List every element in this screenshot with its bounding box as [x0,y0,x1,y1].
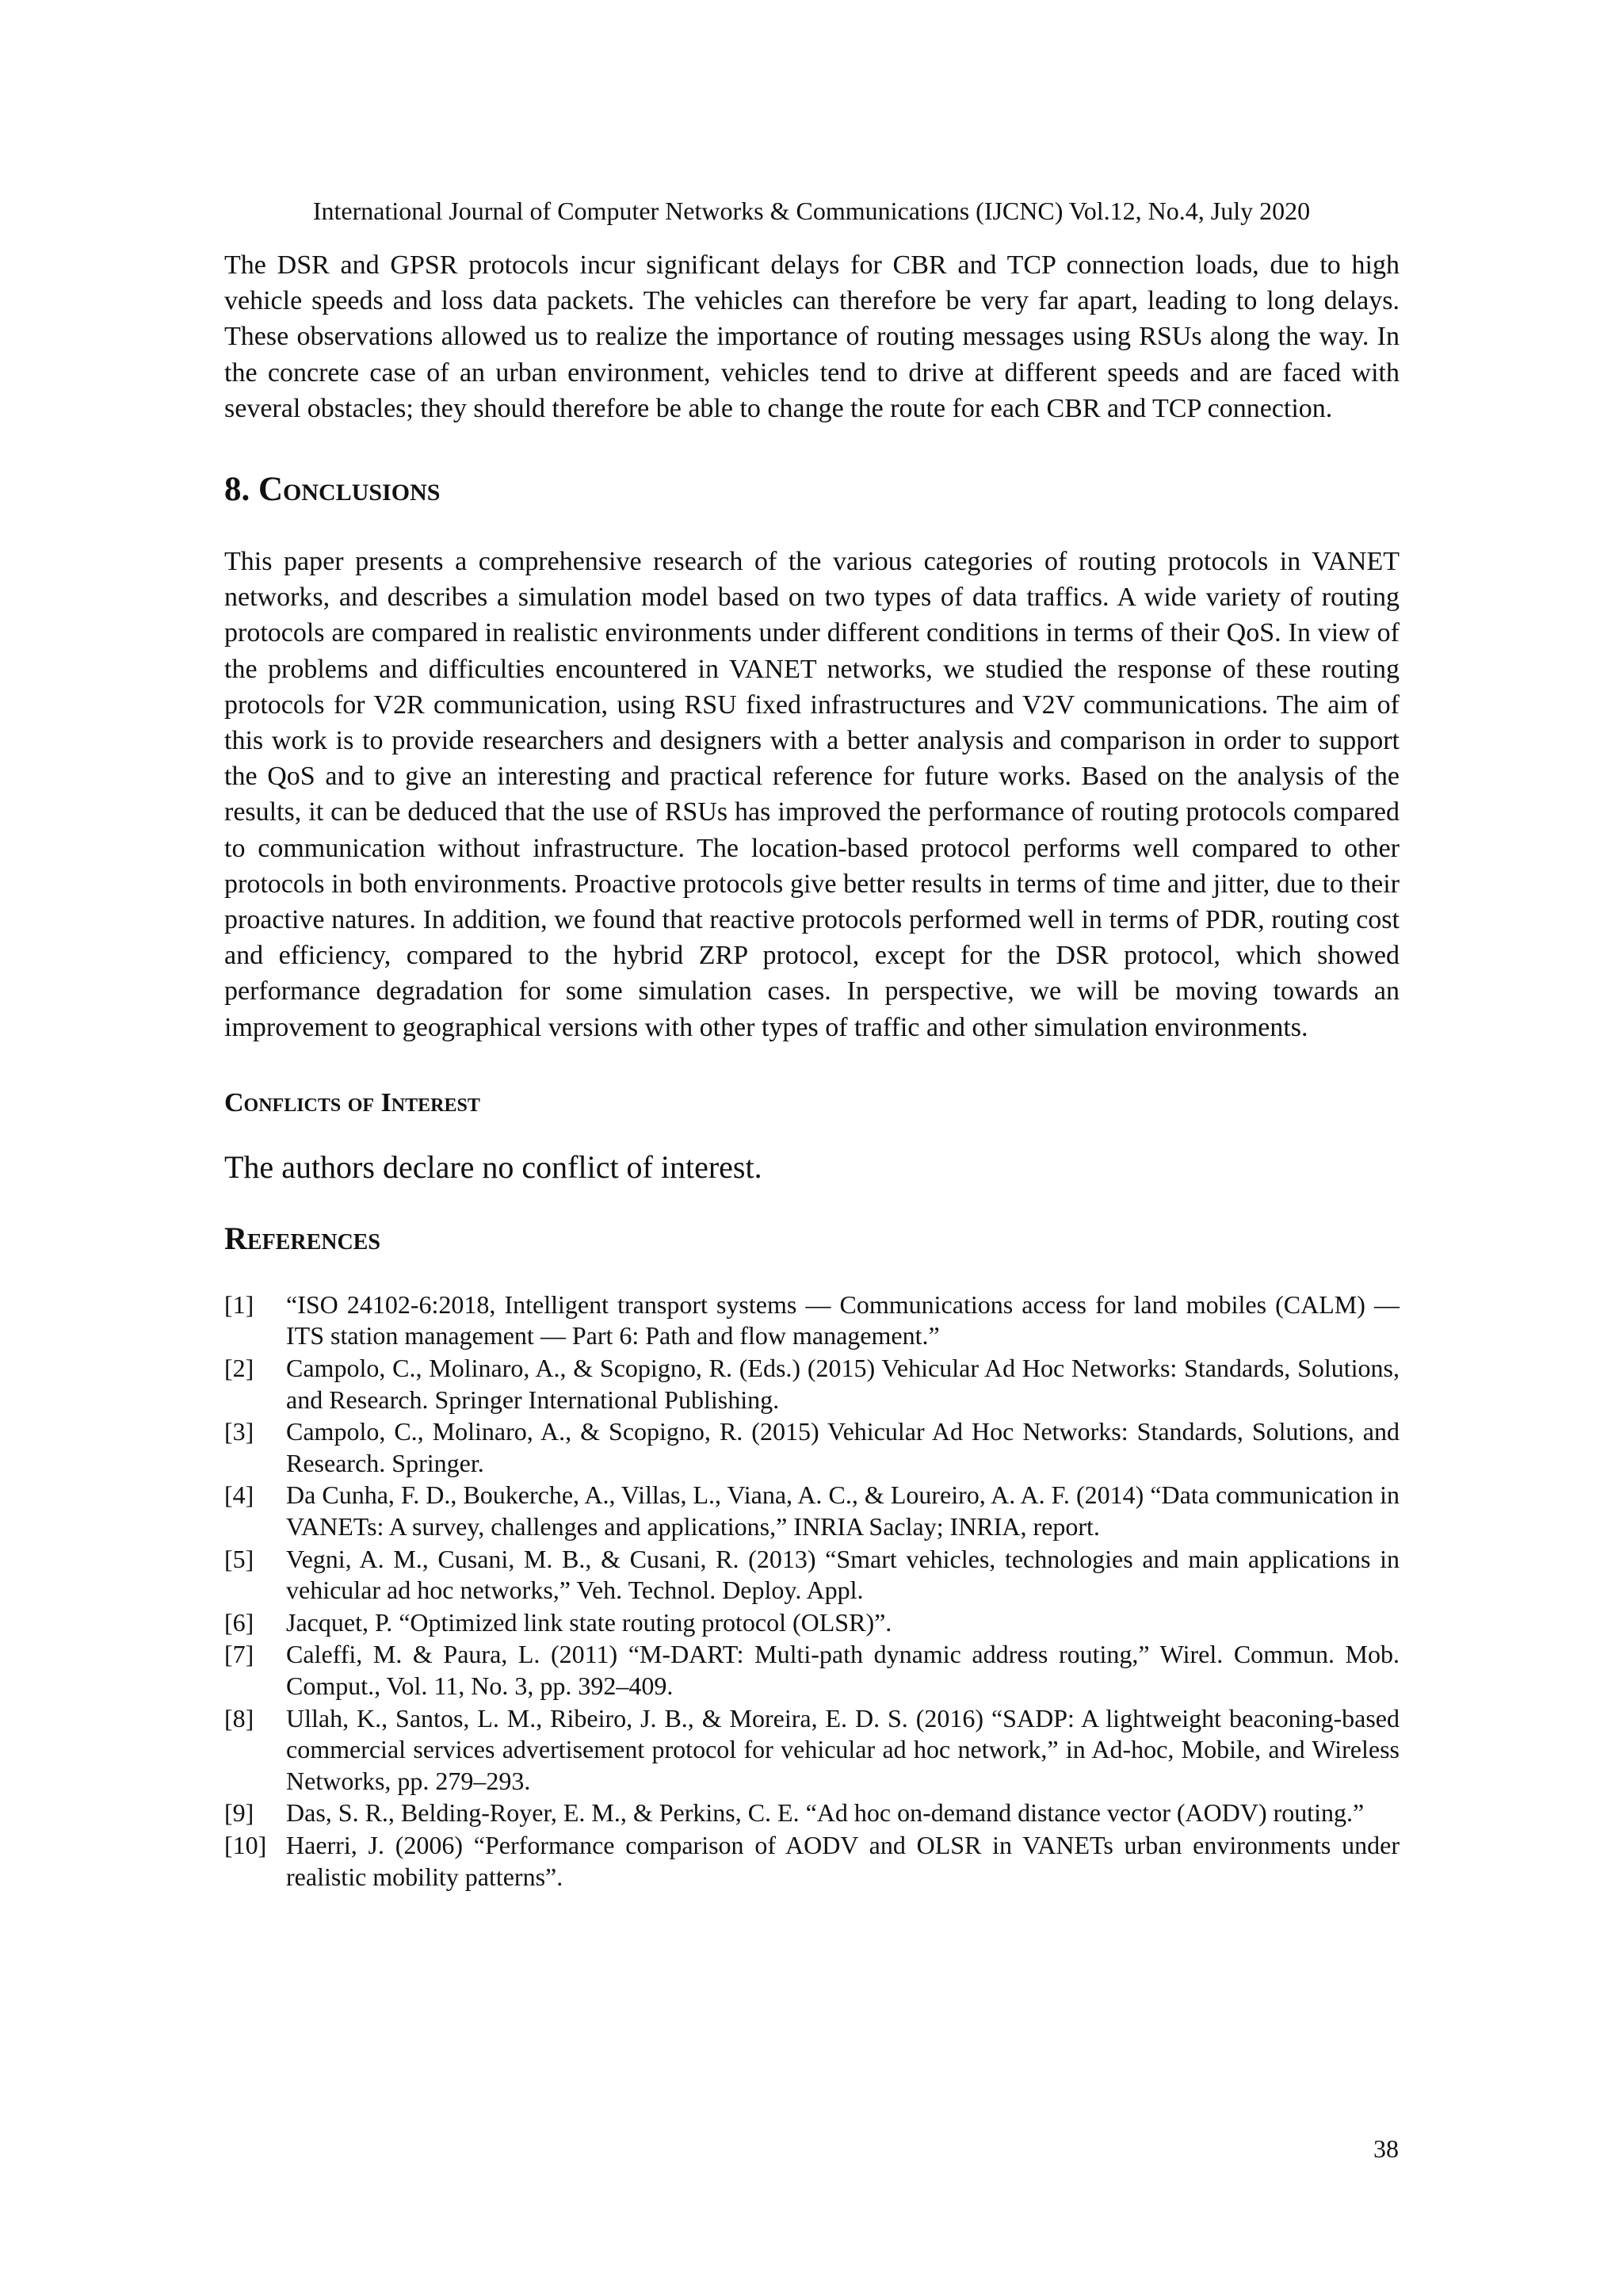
reference-text: “ISO 24102-6:2018, Intelligent transport systems — Communications access for land mobiles (CALM) — ITS station management — Part 6: Path and flow management.” [286,1289,1400,1350]
conflicts-heading: Conflicts of Interest [224,1087,480,1117]
reference-number: [7] [224,1640,254,1669]
reference-item [224,1830,1400,1893]
reference-item [224,1607,1400,1639]
reference-item [224,1639,1400,1702]
reference-number: [9] [224,1798,254,1828]
reference-item [224,1797,1400,1829]
reference-item [224,1544,1400,1606]
reference-item [224,1480,1400,1542]
reference-item [224,1353,1400,1415]
conclusions-paragraph: This paper presents a comprehensive research of the various categories of routing protocols in VANET networks, and describes a simulation model based on two types of data traffics. A wide variety of routing protocols are compared in realistic environments under different conditions in terms of their QoS. In view of the problems and difficulties encountered in VANET networks, we studied the response of these routing protocols for V2R communication, using RSU fixed infrastructures and V2V communications. The aim of this work is to provide researchers and designers with a better analysis and comparison in order to support the QoS and to give an interesting and practical reference for future works. Based on the analysis of the results, it can be deduced that the use of RSUs has improved the performance of routing protocols compared to communication without infrastructure. The location-based protocol performs well compared to other protocols in both environments. Proactive protocols give better results in terms of time and jitter, due to their proactive natures. In addition, we found that reactive protocols performed well in terms of PDR, routing cost and efficiency, compared to the hybrid ZRP protocol, except for the DSR protocol, which showed performance degradation for some simulation cases. In perspective, we will be moving towards an improvement to geographical versions with other types of traffic and other simulation environments. [224,547,1400,1042]
reference-number: [4] [224,1480,254,1510]
references-heading: References [224,1220,380,1256]
reference-text: Da Cunha, F. D., Boukerche, A., Villas, L., Viana, A. C., & Loureiro, A. A. F. (2014) “Data communication in VANETs: A survey, challenges and applications,” INRIA Saclay; INRIA, report. [286,1480,1400,1541]
reference-item [224,1416,1400,1479]
reference-number: [10] [224,1830,267,1859]
reference-text: Haerri, J. (2006) “Performance comparison of AODV and OLSR in VANETs urban environments under realistic mobility patterns”. [286,1830,1400,1891]
reference-item [224,1703,1400,1797]
reference-number: [8] [224,1703,254,1733]
reference-text: Caleffi, M. & Paura, L. (2011) “M-DART: Multi-path dynamic address routing,” Wirel. Commun. Mob. Comput., Vol. 11, No. 3, pp. 392–409. [286,1640,1400,1700]
reference-text: Campolo, C., Molinaro, A., & Scopigno, R. (2015) Vehicular Ad Hoc Networks: Standards, Solutions, and Research. Springer. [286,1417,1400,1477]
reference-number: [3] [224,1417,254,1446]
reference-number: [2] [224,1354,254,1383]
reference-list [224,1289,1400,1893]
page-content [224,247,1400,1893]
reference-text: Vegni, A. M., Cusani, M. B., & Cusani, R. (2013) “Smart vehicles, technologies and main applications in vehicular ad hoc networks,” Veh. Technol. Deploy. Appl. [286,1544,1400,1605]
reference-number: [6] [224,1607,254,1637]
reference-number: [5] [224,1544,254,1573]
running-header: International Journal of Computer Networks & Communications (IJCNC) Vol.12, No.4, July 2020 [312,197,1311,225]
page-number: 38 [1373,2134,1399,2163]
reference-text: Ullah, K., Santos, L. M., Ribeiro, J. B., & Moreira, E. D. S. (2016) “SADP: A lightweight beaconing-based commercial services advertisement protocol for vehicular ad hoc network,” in Ad-hoc, Mobile, and Wireless Networks, pp. 279–293. [286,1703,1400,1795]
conflicts-statement: The authors declare no conflict of interest. [224,1148,762,1185]
reference-text: Jacquet, P. “Optimized link state routing protocol (OLSR)”. [286,1607,892,1637]
intro-paragraph: The DSR and GPSR protocols incur significant delays for CBR and TCP connection loads, due to high vehicle speeds and loss data packets. The vehicles can therefore be very far apart, leading to long delays. These observations allowed us to realize the importance of routing messages using RSUs along the way. In the concrete case of an urban environment, vehicles tend to drive at different speeds and are faced with several obstacles; they should therefore be able to change the route for each CBR and TCP connection. [224,250,1400,423]
reference-item [224,1289,1400,1352]
conclusions-heading: 8. Conclusions [224,471,441,509]
reference-text: Campolo, C., Molinaro, A., & Scopigno, R. (Eds.) (2015) Vehicular Ad Hoc Networks: Standards, Solutions, and Research. Springer International Publishing. [286,1354,1400,1414]
reference-text: Das, S. R., Belding-Royer, E. M., & Perkins, C. E. “Ad hoc on-demand distance vector (AODV) routing.” [286,1798,1365,1828]
reference-number: [1] [224,1289,254,1319]
